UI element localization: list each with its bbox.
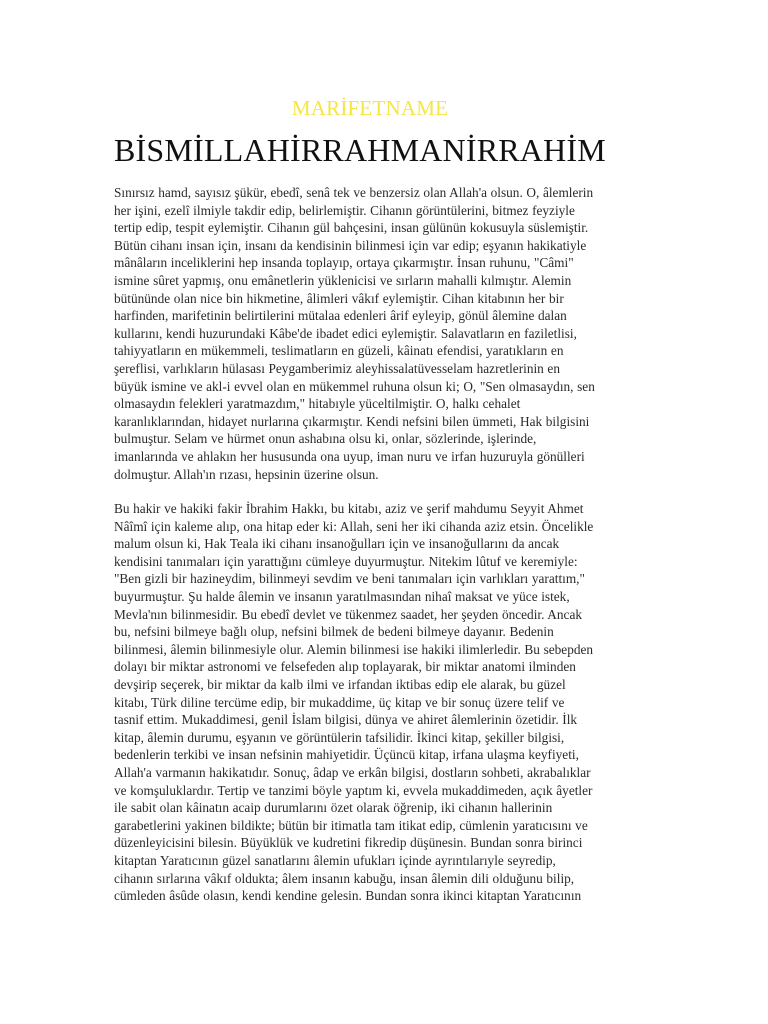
text-line: kitabı, Türk diline tercüme edip, bir mukaddime, üç kitap ve bir sonuç üzere telif ve (114, 694, 565, 710)
text-line: harfinden, marifetinin belirtilerini mütalaa edenleri ârif eyleyip, gönül âlemine dalan (114, 308, 567, 324)
text-line: tasnif ettim. Mukaddimesi, genil İslam bilgisi, dünya ve ahiret âlemlerinin özetidir. İlk (114, 712, 578, 728)
text-line: Bu hakir ve hakiki fakir İbrahim Hakkı, bu kitabı, aziz ve şerif mahdumu Seyyit Ahmet (114, 501, 584, 517)
text-line: mânâların inceliklerini hep insanda toplayıp, ortaya çıkarmıştır. İnsan ruhunu, "Câmi" (114, 255, 574, 271)
body-paragraph (114, 500, 626, 905)
document-title: MARİFETNAME (291, 96, 449, 120)
text-line: tertip edip, tespit eylemiştir. Cihanın gül bahçesini, insan gülünün kokusuyla süslemiştir. (114, 220, 589, 236)
text-line: tahiyyatların en mükemmeli, teslimatların en güzeli, kâinatı efendisi, yaratıkların en (114, 343, 564, 359)
text-line: karanlıklarından, hidayet nurlarına çıkarmıştır. Kendi nefsini bilen ümmeti, Hak bilgisini (114, 413, 590, 429)
text-line: şereflisi, varlıkların hülasası Peygamberimiz aleyhissalatüvesselam hazretlerinin en (114, 360, 560, 376)
text-line: bu, nefsini bilmeye bağlı olup, nefsini bilmek de bedeni bilmeye dayanır. Bedenin (114, 624, 554, 640)
text-line: ve komşuluklardır. Tertip ve tanzimi böyle yaptım ki, evvela mukaddimeden, açık âyetler (114, 782, 593, 798)
text-line: kitap, âlemin durumu, eşyanın ve görüntülerin tafsilidir. İkinci kitap, şekiller bilgisi, (114, 729, 565, 745)
text-line: dolayı bir miktar astronomi ve felsefeden alıp toplayarak, bir miktar anatomi ilminden (114, 659, 576, 675)
text-line: düzenleyicisini bilesin. Büyüklük ve kudretini fikredip düşünesin. Bundan sonra birinci (114, 835, 583, 851)
text-line: imanlarında ve ahlakın her hususunda ona uyup, iman nuru ve irfan huzuruyla gönülleri (114, 448, 585, 464)
text-line: Bütün cihanı insan için, insanı da kendisinin bilinmesi için var edip; eşyanın hakikatiyle (114, 237, 587, 253)
text-line: Sınırsız hamd, sayısız şükür, ebedî, senâ tek ve benzersiz olan Allah'a olsun. O, âlemlerin (114, 185, 594, 200)
text-line: bütününde olan nice bin hikmetine, âlimleri vâkıf eylemiştir. Cihan kitabının her bir (114, 290, 564, 306)
text-line: ile sabit olan kâinatın acaip durumlarını özet olarak öğrenip, iki cihanın hallerinin (114, 800, 553, 816)
text-line: garabetlerini yakinen bildikte; bütün bir itimatla tam itikat edip, cümlenin yaratıcısını ve (114, 817, 588, 833)
text-line: ismine sûret yapmış, onu emânetlerin yüklenicisi ve sırların mahalli kılmıştır. Alemin (114, 272, 572, 288)
text-line: bulmuştur. Selam ve hürmet onun ashabına olsu ki, onlar, sözlerinde, işlerinde, (114, 431, 537, 447)
text-line: Mevla'nın bilinmesidir. Bu ebedî devlet ve tükenmez saadet, her şeyden öncedir. Ancak (114, 606, 582, 622)
text-line: kullarını, kendi huzurundaki Kâbe'de ibadet edici eylemiştir. Salavatların en faziletlisi, (114, 325, 577, 341)
text-line: Nâîmî için kaleme alıp, ona hitap eder ki: Allah, seni her iki cihanda aziz etsin. Öncelikle (114, 518, 594, 534)
text-line: Allah'a varmanın hakikatıdır. Sonuç, âdap ve erkân bilgisi, dostların sohbeti, akrabalıklar (114, 765, 591, 780)
text-line: devşirip seçerek, bir miktar da kalb ilmi ve irfandan iktibas edip ele alarak, bu güzel (114, 677, 566, 693)
text-line: büyük ismine ve akl-i evvel olan en mükemmel ruhuna olsun ki; O, "Sen olmasaydın, sen (114, 378, 595, 394)
body-paragraph (114, 184, 626, 483)
text-line: kitaptan Yaratıcının güzel sanatlarını âlemin ufukları içinde ayrıntılarıyle seyredip, (114, 852, 556, 868)
text-line: kendisini tanımaları için yarattığını cümleye duyurmuştur. Nitekim lûtuf ve keremiyle: (114, 553, 578, 569)
text-line: malum olsun ki, Hak Teala iki cihanı insanoğulları için ve insanoğullarını da ancak (114, 536, 560, 552)
text-line: cihanın sırlarına vâkıf oldukta; âlem insanın kabuğu, insan âlemin dili olduğunu bilip, (114, 870, 575, 886)
text-line: her işini, ezelî ilmiyle takdir edip, belirlemiştir. Cihanın görüntülerini, bitmez feyziyle (114, 202, 575, 218)
text-line: buyurmuştur. Şu halde âlemin ve insanın yaratılmasından nihaî maksat ve yüce istek, (114, 589, 570, 605)
document-heading: BİSMİLLAHİRRAHMANİRRAHİM (114, 132, 606, 168)
document-body (114, 184, 626, 905)
text-line: cümleden âsûde olasın, kendi kendine gelesin. Bundan sonra ikinci kitaptan Yaratıcının (114, 888, 582, 904)
text-line: "Ben gizli bir hazineydim, bilinmeyi sevdim ve beni tanımaları için varlıkları yarattım," (114, 571, 585, 587)
text-line: bedenlerin terkibi ve insan nefsinin mahiyetidir. Üçüncü kitap, irfana ulaşma keyfiyeti, (114, 747, 579, 763)
text-line: bilinmesi, âlemin bilinmesiyle olur. Alemin bilinmesi ise hakiki ilimlerledir. Bu sebepden (114, 641, 594, 657)
text-line: dolmuştur. Allah'ın rızası, hepsinin üzerine olsun. (114, 466, 379, 482)
text-line: olmasaydın felekleri yaratmazdım," hitabıyle yüceltilmiştir. O, halkı cehalet (114, 396, 521, 412)
